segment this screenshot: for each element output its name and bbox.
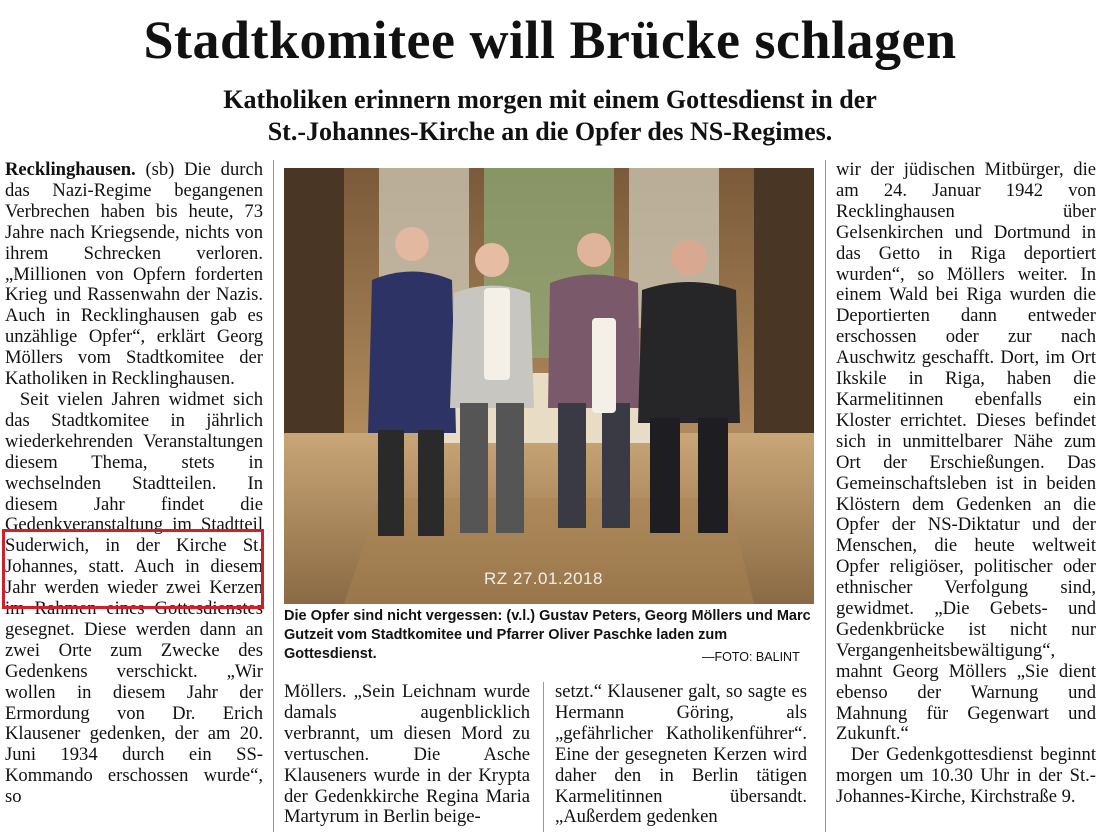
headline: Stadtkomitee will Brücke schlagen — [143, 10, 957, 70]
dateline: Recklinghausen. — [5, 160, 136, 180]
paragraph-2: Seit vielen Jahren widmet sich das Stadtkomitee in jährlich wiederkehrenden Veranstaltungen diesem Thema, stets in wechselnden Stadtteilen. In diesem Jahr findet die Gedenkveranstaltung im Stadtteil Suderwich, in der Kirche St. Johannes, statt. Auch in diesem Jahr werden wieder zwei Kerzen im Rahmen eines Gottesdienstes gesegnet. Diese werden dann an zwei Orte zum Zwecke des Gedenkens verschickt. „Wir wollen in diesem Jahr der Ermordung von Dr. Erich Klausener gedenken, der am 20. Juni 1934 durch ein SS-Kommando erschossen wurde“, so — [5, 388, 263, 808]
subheadline-line-2: St.-Johannes-Kirche an die Opfer des NS-Regimes. — [267, 117, 833, 146]
paragraph-1 — [5, 160, 263, 390]
photo-caption: Die Opfer sind nicht vergessen: (v.l.) Gustav Peters, Georg Möllers und Marc Gutzeit vom Stadtkomitee und Pfarrer Oliver Paschke laden zum Gottesdienst. — [284, 608, 811, 662]
article-column-2 — [284, 682, 530, 832]
subheadline — [0, 84, 1100, 148]
photo-date-stamp: RZ 27.01.2018 — [484, 569, 603, 588]
article-column-1 — [5, 160, 263, 832]
column-2-text: Möllers. „Sein Leichnam wurde damals augenblicklich verbrannt, um diesen Mord zu vertuschen. Die Asche Klauseners wurde in der Krypta der Gedenkkirche Regina Maria Martyrum in Berlin beige- — [284, 682, 530, 828]
paragraph-1-text: (sb) Die durch das Nazi-Regime begangenen Verbrechen haben bis heute, 73 Jahre nach Kriegsende, nichts von ihrem Schrecken verloren. „Millionen von Opfern forderten Krieg und Rassenwahn der Nazis. Auch in Recklinghausen gab es unzählige Opfer“, erklärt Georg Möllers vom Stadtkomitee der Katholiken in Recklinghausen. — [5, 160, 263, 390]
subheadline-line-1: Katholiken erinnern morgen mit einem Gottesdienst in der — [223, 85, 877, 114]
column-rule — [273, 160, 274, 832]
column-4-paragraph-1: wir der jüdischen Mitbürger, die am 24. Januar 1942 von Recklinghausen über Gelsenkirchen und Dortmund in das Getto in Riga deportiert wurden“, so Möllers weiter. In einem Wald bei Riga wurden die Deportierten dann entweder erschossen oder zur nach Auschwitz geschafft. Dort, im Ort Ikskile in Riga, haben die Karmelitinnen ebenfalls ein Kloster errichtet. Dieses befindet sich in unmittelbarer Nähe zum Ort der Erschießungen. Das Gemeinschaftsleben ist in beiden Klöstern dem Gedenken an die Opfer der NS-Diktatur und der Menschen, die heute weltweit Opfer religiöser, politischer oder ethnischer Verfolgung sind, gewidmet. „Die Gebets- und Gedenkbrücke ist nicht nur Vergangenheitsbewältigung“, mahnt Georg Möllers „Sie dient ebenso der Warnung und Mahnung für Gegenwart und Zukunft.“ — [836, 160, 1096, 745]
column-4-paragraph-2: Der Gedenkgottesdienst beginnt morgen um 10.30 Uhr in der St.-Johannes-Kirche, Kirchstraße 9. — [836, 744, 1096, 808]
column-3-text: setzt.“ Klausener galt, so sagte es Hermann Göring, als „gefährlicher Katholikenführer“. Eine der gesegneten Kerzen wird daher den in Berlin tätigen Karmelitinnen übersandt. „Außerdem gedenken — [555, 682, 807, 828]
highlight-box — [2, 529, 264, 609]
church-photo-illustration — [284, 168, 814, 604]
column-rule — [825, 160, 826, 832]
article-photo — [284, 168, 814, 604]
article-column-3 — [555, 682, 807, 832]
column-rule — [543, 682, 544, 832]
article-column-4 — [836, 160, 1096, 832]
photo-credit: —FOTO: BALINT — [702, 650, 800, 664]
